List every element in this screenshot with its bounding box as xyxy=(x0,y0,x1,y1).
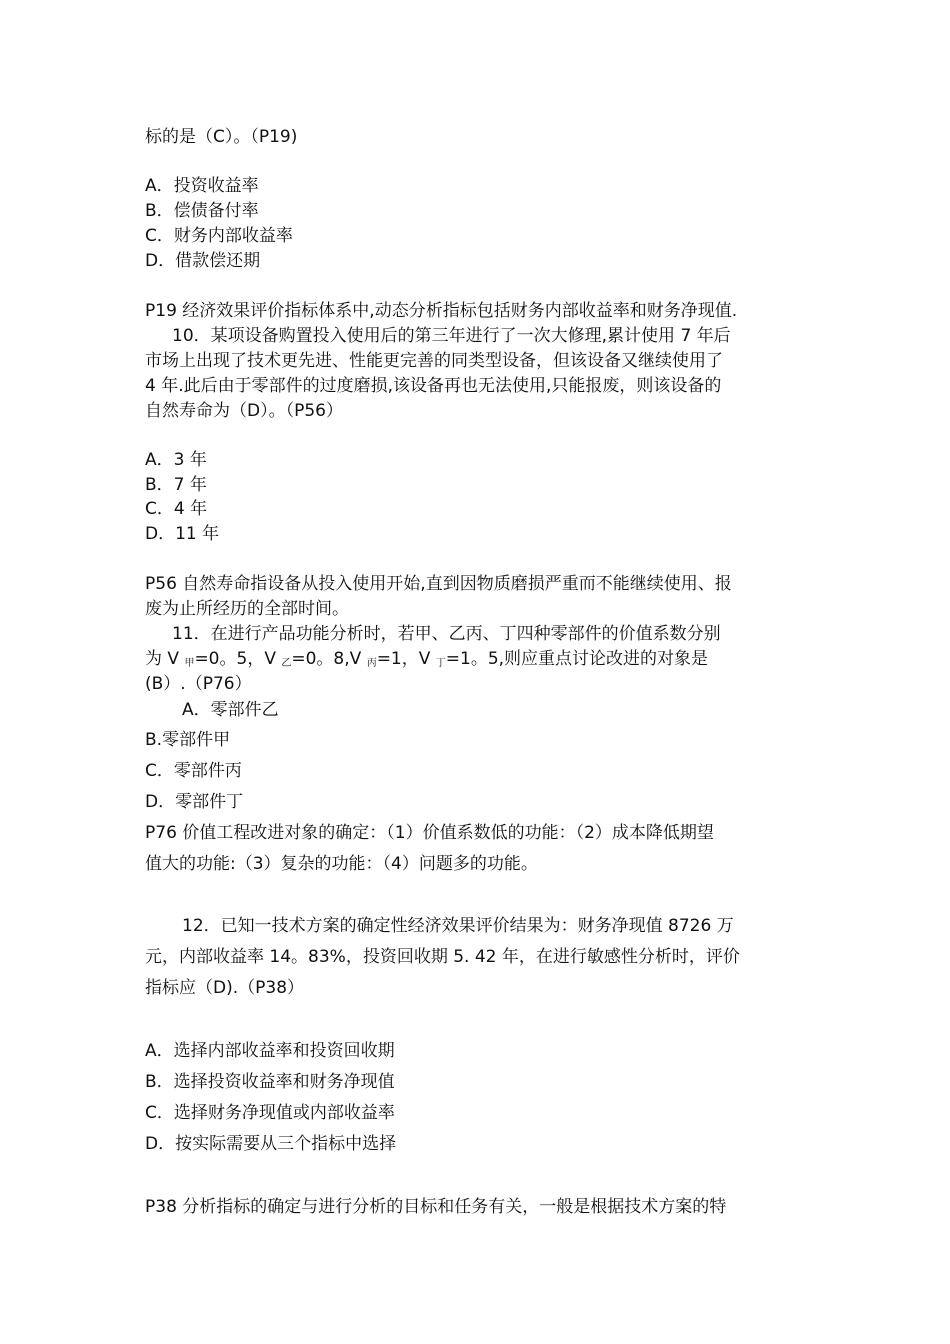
q10-option-a: A．3 年 xyxy=(145,450,207,470)
q12-stem-line-1: 12．已知一技术方案的确定性经济效果评价结果为：财务净现值 8726 万 xyxy=(182,916,734,936)
q10-option-c: C．4 年 xyxy=(145,499,208,519)
q12-option-c: C．选择财务净现值或内部收益率 xyxy=(145,1103,395,1123)
q9-option-b: B．偿债备付率 xyxy=(145,201,259,221)
q9-note: P19 经济效果评价指标体系中,动态分析指标包括财务内部收益率和财务净现值. xyxy=(145,301,738,321)
q12-option-a: A．选择内部收益率和投资回收期 xyxy=(145,1041,395,1061)
q12-stem-line-3: 指标应（D).（P38） xyxy=(145,978,305,998)
q9-option-a: A．投资收益率 xyxy=(145,176,259,196)
q10-option-d: D．11 年 xyxy=(145,524,220,544)
q11-option-b: B.零部件甲 xyxy=(145,730,231,750)
q11-text-4: =1，V xyxy=(376,649,436,669)
q11-text-2: =0。5，V xyxy=(194,649,282,669)
q10-note-line-2: 废为止所经历的全部时间。 xyxy=(145,599,349,619)
q9-stem-tail: 标的是（C）。（P19) xyxy=(145,127,298,147)
q10-option-b: B．7 年 xyxy=(145,475,207,495)
q11-subscript-bing: 丙 xyxy=(366,658,377,669)
q11-stem-line-1: 11．在进行产品功能分析时，若甲、乙丙、丁四种零部件的价值系数分别 xyxy=(172,624,721,644)
q11-subscript-jia: 甲 xyxy=(184,658,195,669)
q11-text-3: =0。8,V xyxy=(291,649,367,669)
q12-stem-line-2: 元，内部收益率 14。83%，投资回收期 5. 42 年，在进行敏感性分析时，评价 xyxy=(145,947,740,967)
q10-stem-line-3: 4 年.此后由于零部件的过度磨损,该设备再也无法使用,只能报废，则该设备的 xyxy=(145,376,722,396)
q12-option-d: D．按实际需要从三个指标中选择 xyxy=(145,1134,397,1154)
q10-stem-line-4: 自然寿命为（D）。（P56） xyxy=(145,401,343,421)
q11-note-line-2: 值大的功能:（3）复杂的功能：（4）问题多的功能。 xyxy=(145,854,538,874)
q11-option-a: A．零部件乙 xyxy=(182,700,279,720)
q9-option-d: D．借款偿还期 xyxy=(145,251,261,271)
q10-stem-line-1: 10．某项设备购置投入使用后的第三年进行了一次大修理,累计使用 7 年后 xyxy=(172,326,731,346)
q11-option-d: D．零部件丁 xyxy=(145,792,244,812)
q9-option-c: C．财务内部收益率 xyxy=(145,226,293,246)
q11-stem-line-3: (B）.（P76） xyxy=(145,674,252,694)
q11-subscript-yi: 乙 xyxy=(281,658,292,669)
q11-subscript-ding: 丁 xyxy=(435,658,446,669)
q11-option-c: C．零部件丙 xyxy=(145,761,242,781)
q11-text-5: =1。5,则应重点讨论改进的对象是 xyxy=(445,649,709,669)
q11-text-1: 为 V xyxy=(145,649,185,669)
q10-note-line-1: P56 自然寿命指设备从投入使用开始,直到因物质磨损严重而不能继续使用、报 xyxy=(145,574,732,594)
q10-stem-line-2: 市场上出现了技术更先进、性能更完善的同类型设备，但该设备又继续使用了 xyxy=(145,351,723,371)
q12-option-b: B．选择投资收益率和财务净现值 xyxy=(145,1072,395,1092)
q11-note-line-1: P76 价值工程改进对象的确定：（1）价值系数低的功能：（2）成本降低期望 xyxy=(145,823,714,843)
q12-note: P38 分析指标的确定与进行分析的目标和任务有关，一般是根据技术方案的特 xyxy=(145,1197,727,1217)
